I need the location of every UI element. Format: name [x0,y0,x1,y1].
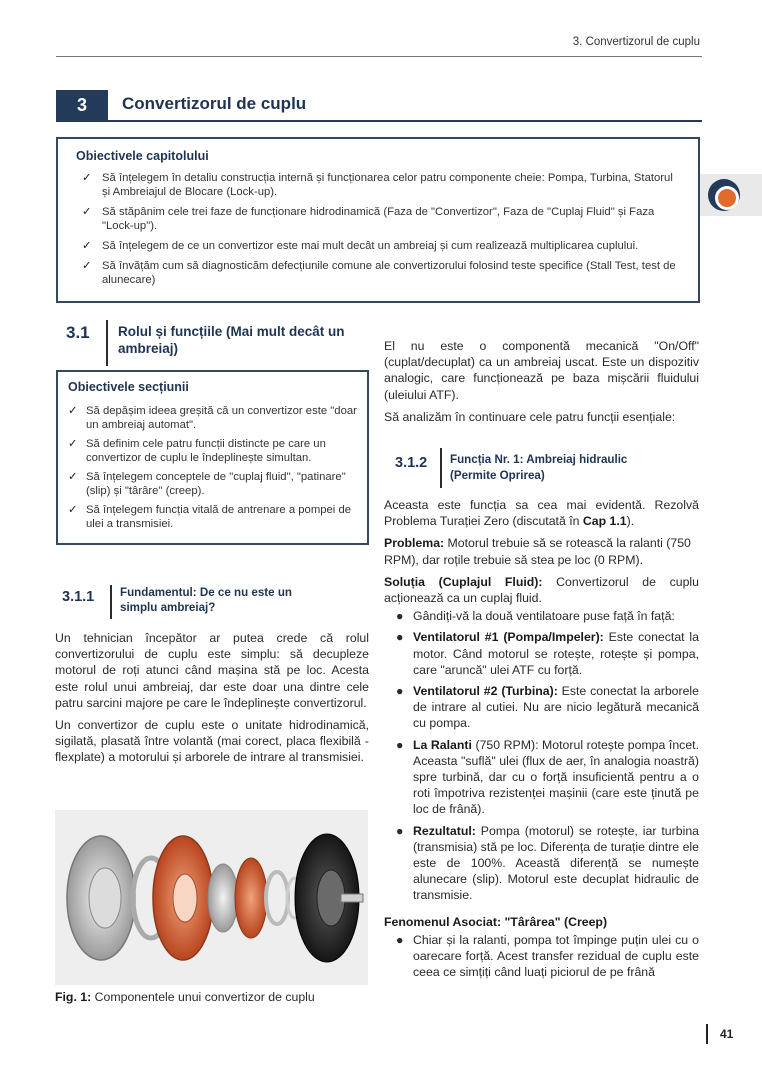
header-rule [56,56,702,57]
objective-text: Să înțelegem conceptele de "cuplaj fluid", "patinare" (slip) și "târâre" (creep). [86,471,346,497]
paragraph: Un convertizor de cuplu este o unitate hidrodinamică, sigilată, plasată între volantă (mai corect, placa flexibilă - flexplate) a motorului și arborele de intrare al transmisiei. [55,718,369,765]
bullet-icon: ● [396,684,404,699]
section-number: 3.1 [66,323,90,342]
problem-text: Motorul trebuie să se rotească la ralanti (750 RPM), dar roțile trebuie să stea pe loc (0 RPM). [384,536,691,567]
objective-text: Să depășim ideea greșită că un convertizor este "doar un ambreiaj automat". [86,405,357,431]
torque-converter-exploded-image [55,810,368,985]
section-objectives-title: Obiectivele secțiunii [68,380,189,394]
list-item [384,823,699,904]
objective-item [68,470,357,498]
section-number: 3.1.1 [62,589,95,605]
solution-paragraph [384,574,699,606]
bullet-text: Este conectat la arborele de intrare al cutiei. Nu are nicio legătură mecanică cu pompa. [413,684,699,731]
problem-label: Problema: [384,536,445,551]
solution-bullet-list [384,608,699,903]
list-item [384,932,699,981]
bullet-icon: ● [396,609,404,624]
checkmark-icon: ✓ [82,206,92,218]
objective-item [76,239,682,253]
section-3-1-heading [66,320,366,366]
right-column-intro [384,338,699,431]
objective-text: Să învățăm cum să diagnosticăm defecțiunile comune ale convertizorului folosind teste specifice (Stall Test, test de alunecare) [102,260,676,286]
chapter-number: 3 [56,90,108,121]
paragraph: El nu este o componentă mecanică "On/Off" (cuplat/decuplat) ca un ambreiaj uscat. Este un dispozitiv analogic, care funcționează pe baza mișcării fluidului (uleiului ATF). [384,339,699,402]
chapter-reference: Cap 1.1 [582,514,627,529]
phenomenon-heading: Fenomenul Asociat: "Târârea" (Creep) [384,914,608,929]
section-title: Funcția Nr. 1: Ambreiaj hidraulic (Permite Oprirea) [450,453,628,482]
list-item [384,608,699,624]
chapter-objectives-list [76,171,682,287]
paragraph: Să analizăm în continuare cele patru funcții esențiale: [384,409,676,424]
page-number: 41 [720,1027,734,1041]
section-title: Fundamentul: De ce nu este un simplu ambreiaj? [120,586,292,614]
section-objectives-list [68,404,357,531]
problem-paragraph [384,535,699,567]
intro-paragraph [384,497,699,529]
bullet-bold: Ventilatorul #1 (Pompa/Impeler): [413,630,604,645]
objective-text: Să stăpânim cele trei faze de funcționare hidrodinamică (Faza de "Convertizor", Faza de "Cuplaj Fluid" și Faza "Lock-up"). [102,206,655,232]
checkmark-icon: ✓ [68,471,78,483]
bullet-bold: Ventilatorul #2 (Turbina): [413,684,558,699]
solution-label: Soluția (Cuplajul Fluid): [384,574,543,589]
section-title: Rolul și funcțiile (Mai mult decât un ambreiaj) [118,324,345,356]
objective-item [68,437,357,465]
intro-end: ). [626,514,635,529]
intro-text: Aceasta este funcția sa cea mai evidentă. Rezolvă Problema Turației Zero (discutată în [384,498,699,529]
checkmark-icon: ✓ [82,260,92,272]
objective-text: Să definim cele patru funcții distincte pe care un convertizor de cuplu le îndeplinește simultan. [86,438,326,464]
bullet-text: (750 RPM): Motorul rotește pompa încet. Aceasta "suflă" ulei (flux de aer, în analogia noastră) spre turbină, dar cu o forță insuficientă pentru a o roti împotriva rezistenței mașinii (care este ținută pe loc de frână). [413,737,699,817]
objective-text: Să înțelegem de ce un convertizor este mai mult decât un ambreiaj și cum realizează multiplicarea cuplului. [102,240,639,252]
chapter-title: Convertizorul de cuplu [122,94,307,113]
chapter-heading [56,90,702,122]
chapter-objectives-box [56,137,700,303]
objective-item [68,404,357,432]
objective-item [76,205,682,233]
section-3-1-2-heading [395,448,695,488]
checkmark-icon: ✓ [82,172,92,184]
running-head: 3. Convertizorul de cuplu [572,36,700,48]
bullet-icon: ● [396,630,404,645]
bullet-icon: ● [396,932,404,947]
objective-text: Să înțelegem funcția vitală de antrenare a pompei de ulei a transmisiei. [86,504,352,530]
bullet-text: Chiar și la ralanti, pompa tot împinge puțin ulei cu o oarecare forță. Acest transfer rezidual de cuplu este ceea ce simțiți când luați piciorul de pe frână [413,932,699,980]
bullet-text: Gândiți-vă la două ventilatoare puse față în față: [413,609,675,624]
bullet-bold: Rezultatul: [413,823,476,838]
left-column-text [55,630,369,772]
bullet-bold: La Ralanti [413,737,472,752]
exploded-view-illustration [55,810,368,985]
objective-item [68,503,357,531]
checkmark-icon: ✓ [68,504,78,516]
objective-item [76,171,682,199]
checkmark-icon: ✓ [68,405,78,417]
objective-text: Să înțelegem în detaliu construcția internă și funcționarea celor patru componente cheie: Pompa, Turbina, Statorul și Ambreiajul de Blocare (Lock-up). [102,172,673,198]
bullet-icon: ● [396,823,404,838]
page-number-divider [706,1024,708,1044]
objective-item [76,259,682,287]
checkmark-icon: ✓ [82,240,92,252]
list-item [384,629,699,678]
right-column-body [384,497,699,986]
list-item [384,737,699,818]
section-objectives-box [56,370,369,545]
figure-label: Fig. 1: [55,990,92,1004]
section-divider [110,585,112,619]
section-divider [440,448,442,488]
phenomenon-bullet-list [384,932,699,981]
chapter-objectives-title: Obiectivele capitolului [76,149,209,163]
section-number: 3.1.2 [395,455,428,471]
bullet-text: Este conectat la motor. Când motorul se rotește, rotește și pompa, care "aruncă" ulei ATF cu forță. [413,630,699,677]
paragraph: Un tehnician începător ar putea crede că rolul convertizorului de cuplu este simplu: să decupleze motorul de roți atunci când mașina stă pe loc. Acesta este rolul unui ambreiaj, dar este doar una dintre cele patru sarcini majore pe care le îndeplinește convertizorul. [55,631,369,710]
checkmark-icon: ✓ [68,438,78,450]
section-3-1-1-heading [62,585,362,619]
figure-caption [55,990,368,1004]
figure-caption-text: Componentele unui convertizor de cuplu [94,990,315,1004]
chapter-rule [56,120,702,122]
list-item [384,683,699,732]
solution-text: Convertizorul de cuplu acționează ca un cuplaj fluid. [384,574,699,606]
torque-converter-icon [708,179,740,211]
section-divider [106,320,108,366]
chapter-side-tab [700,174,762,216]
bullet-text: Pompa (motorul) se rotește, iar turbina (transmisia) stă pe loc. Diferența de turație dintre ele este de 100%. Această diferență se numește alunecare (slip). Motorul este decuplat hidraulic de transmisie. [413,823,699,903]
bullet-icon: ● [396,737,404,752]
